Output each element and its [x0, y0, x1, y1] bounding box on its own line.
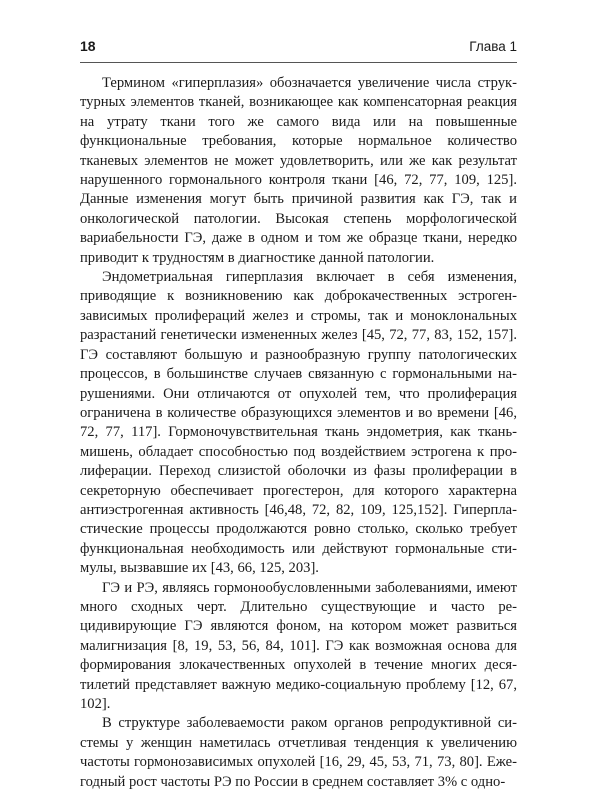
paragraph-incidence-structure: В структуре заболеваемости раком органов репродуктивной системы у женщин наметилась отчетливая тенденция к увеличению частоты гормонозависимых опухолей [16, 29, 45, 53, 71, 73, 80]. Ежегодный рост частоты РЭ по России в среднем составляет 3% с одно- [80, 715, 517, 790]
page-number: 18 [80, 38, 96, 54]
paragraph-hormone-dependent-diseases: ГЭ и РЭ, являясь гормонообусловленными заболеваниями, имеют много сходных черт. Длительно существующие и часто рецидивирующие ГЭ являются фоном, на котором может развиться малигнизация [8, 19, 53, 56, 84, 101]. ГЭ как возможная основа для формирования злокачественных опухолей в течение многих десятилетий представляет важную медико-социальную проблему [12, 67, 102]. [80, 579, 517, 712]
chapter-title: Глава 1 [469, 39, 517, 54]
paragraph-hyperplasia-definition: Термином «гиперплазия» обозначается увеличение числа структурных элементов тканей, возникающее как компенсаторная реакция на утрату ткани того же самого вида или на повышенные функциональные требования, которые нормальное количество тканевых элементов не может удовлетворить, или же как результат нарушенного гормонального контроля ткани [46, 72, 77, 109, 125]. Данные изменения могут быть причиной развития как ГЭ, так и онкологической патологии. Высокая степень морфологической вариабельности ГЭ, даже в одном и том же образце ткани, нередко приводит к трудностям в диагностике данной патологии. [80, 75, 517, 266]
paragraph-endometrial-hyperplasia: Эндометриальная гиперплазия включает в себя изменения, приводящие к возникновению как доброкачественных эстрогензависимых пролифераций желез и стромы, так и моноклональных разрастаний генетически измененных желез [45, 72, 77, 83, 152, 157]. ГЭ составляют большую и разнообразную группу патологических процессов, в большинстве случаев связанную с гормональными нарушениями. Они отличаются от опухолей тем, что пролиферация ограничена в количестве образующихся элементов и во времени [46, 72, 77, 117]. Гормоночувствительная ткань эндометрия, как ткань-мишень, обладает способностью под воздействием эстрогена к пролиферации. Переход слизистой оболочки из фазы пролиферации в секреторную обеспечивает прогестерон, для которого характерна антиэстрогенная активность [46,48, 72, 82, 109, 125,152]. Гиперпластические процессы продолжаются ровно столько, сколько требует функциональная необходимость или действуют гормональные стимулы, вызвавшие их [43, 66, 125, 203]. [80, 269, 517, 577]
body-text [80, 74, 517, 792]
page-header [80, 38, 517, 63]
